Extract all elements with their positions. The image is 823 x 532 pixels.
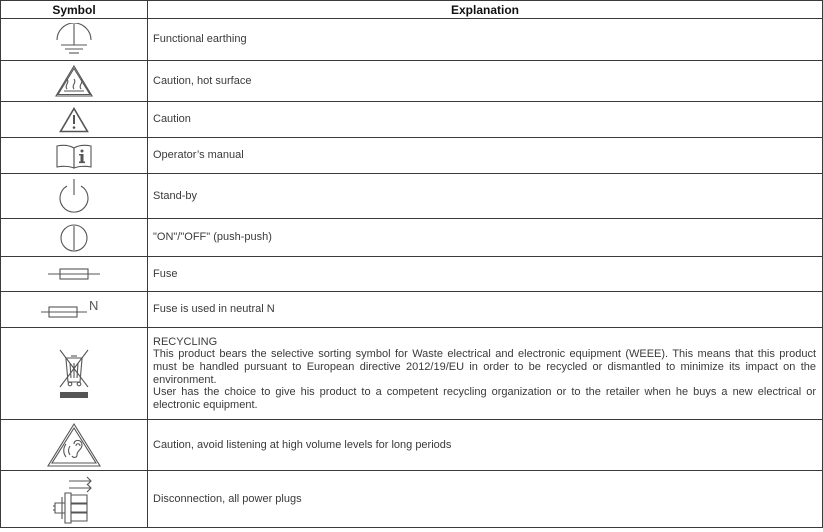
explanation-cell: Caution, hot surface <box>148 61 823 102</box>
fuse-icon <box>47 264 101 284</box>
symbol-cell <box>1 292 148 328</box>
recycling-title: RECYCLING <box>153 335 218 348</box>
neutral-label: N <box>89 298 99 313</box>
weee-recycling-icon <box>56 346 92 402</box>
explanation-cell: Stand-by <box>148 174 823 219</box>
symbol-cell <box>1 138 148 174</box>
table-row <box>1 174 823 219</box>
table-row <box>1 257 823 292</box>
explanation-cell: "ON"/"OFF" (push-push) <box>148 219 823 257</box>
on-off-icon <box>59 223 89 253</box>
recycling-paragraph: This product bears the selective sorting symbol for Waste electrical and electronic equipment (WEEE). This means that this product must be handled pursuant to European directive 2012/19/EU in order to be recycled or dismantled to minimize its impact on the environment. <box>153 348 816 386</box>
table-row <box>1 420 823 471</box>
table-row <box>1 219 823 257</box>
explanation-cell: Operator’s manual <box>148 138 823 174</box>
table-header-row <box>1 1 823 19</box>
hearing-caution-icon <box>46 422 102 468</box>
disconnect-plugs-icon <box>51 473 97 525</box>
symbol-cell <box>1 102 148 138</box>
operators-manual-icon <box>54 143 94 169</box>
recycling-paragraph: User has the choice to give his product to a competent recycling organization or to the retailer when he buys a new electrical or electronic equipment. <box>153 386 816 411</box>
table-row <box>1 292 823 328</box>
stand-by-icon <box>56 177 92 215</box>
explanation-cell: Functional earthing <box>148 19 823 61</box>
symbol-cell <box>1 219 148 257</box>
hot-surface-icon <box>53 63 95 99</box>
caution-icon <box>59 107 89 133</box>
table-row <box>1 61 823 102</box>
table-row <box>1 138 823 174</box>
explanation-cell <box>148 328 823 420</box>
explanation-cell: Caution <box>148 102 823 138</box>
functional-earthing-icon <box>54 23 94 57</box>
explanation-cell: Caution, avoid listening at high volume levels for long periods <box>148 420 823 471</box>
symbol-cell <box>1 174 148 219</box>
explanation-cell: Disconnection, all power plugs <box>148 471 823 528</box>
table-row <box>1 19 823 61</box>
explanation-column-header: Explanation <box>148 1 823 19</box>
symbol-cell <box>1 420 148 471</box>
symbol-cell <box>1 471 148 528</box>
explanation-cell: Fuse is used in neutral N <box>148 292 823 328</box>
table-row <box>1 471 823 528</box>
symbol-cell <box>1 257 148 292</box>
symbol-cell <box>1 61 148 102</box>
table-row <box>1 328 823 420</box>
table-row <box>1 102 823 138</box>
symbol-cell <box>1 328 148 420</box>
fuse-neutral-icon <box>41 299 107 321</box>
symbol-cell <box>1 19 148 61</box>
explanation-cell: Fuse <box>148 257 823 292</box>
symbol-column-header: Symbol <box>1 1 148 19</box>
